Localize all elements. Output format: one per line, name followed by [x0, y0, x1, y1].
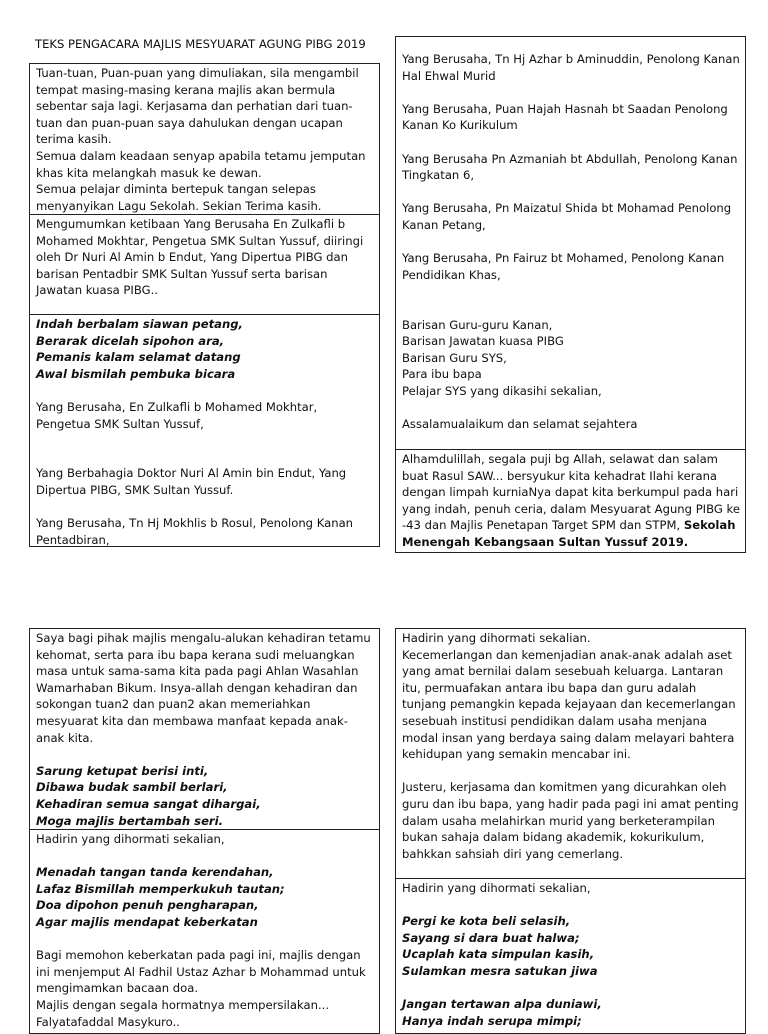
welcome-paragraph: Tuan-tuan, Puan-puan yang dimuliakan, sila mengambil tempat masing-masing kerana majlis akan bermula sebentar saja lagi. Kerjasama dan perhatian dari tuan-tuan dan puan-puan saya dahulukan dengan ucapan terima kasih.: [36, 66, 359, 147]
school-name-bold: Sekolah Menengah Kebangsaan Sultan Yussuf 2019.: [402, 518, 736, 549]
doa-closing: Majlis dengan segala hormatnya mempersilakan...: [36, 997, 330, 1012]
pantun-line: Sayang si dara buat halwa;: [402, 930, 580, 945]
pantun-line: Jangan tertawan alpa duniawi,: [402, 997, 602, 1012]
pantun-line: Pemanis kalam selamat datang: [36, 350, 241, 365]
pantun-line: Menadah tangan tanda kerendahan,: [36, 865, 274, 880]
opening-pantun-box: [29, 314, 380, 547]
importance-greeting: Hadirin yang dihormati sekalian.: [402, 631, 591, 645]
pantun-line: Hanya indah serupa mimpi;: [402, 1013, 582, 1028]
pantun-line: Ucaplah kata simpulan kasih,: [402, 947, 595, 962]
pantun-line: Berarak dicelah sipohon ara,: [36, 333, 225, 348]
list-item: Para ibu bapa: [402, 367, 482, 382]
arrival-box: [29, 214, 380, 315]
importance-paragraph: Kecemerlangan dan kemenjadian anak-anak adalah aset yang amat bernilai dalam sesebuah keluarga. Lantaran itu, permuafakan antara ibu bapa dan guru adalah tunjang pemangkin kepada kejayaan dan kecemerlangan sesebuah institusi pendidikan dalam usaha menjana modal insan yang berdaya saing dalam melayari bahtera kehidupan yang semakin mencabar ini.: [402, 647, 736, 762]
pantun-line: Awal bismilah pembuka bicara: [36, 366, 236, 381]
greeting-principal: Yang Berusaha, En Zulkafli b Mohamed Mokhtar, Pengetua SMK Sultan Yussuf,: [36, 399, 318, 431]
silence-paragraph: Semua dalam keadaan senyap apabila tetamu jemputan khas kita melangkah masuk ke dewan.: [36, 148, 366, 180]
doa-closing: Falyatafaddal Masykuro..: [36, 1014, 180, 1029]
pantun-line: Pergi ke kota beli selasih,: [402, 914, 571, 929]
doa-greeting: Hadirin yang dihormati sekalian,: [36, 832, 225, 846]
welcome-guests-text: Saya bagi pihak majlis mengalu-alukan kehadiran tetamu kehomat, serta para ibu bapa kerana sudi meluangkan masa untuk sama-sama kita pada pagi Ahlan Wasahlan Wamarhaban Bikum. Insya-allah dengan kehadiran dan sokongan tuan2 dan puan2 akan memeriahkan mesyuarat kita dan membawa manfaat kepada anak-anak kita.: [36, 631, 371, 745]
list-item: Barisan Guru SYS,: [402, 350, 507, 365]
alhamdulillah-text: [402, 451, 740, 551]
alhamdulillah-box: [395, 449, 746, 553]
clap-paragraph: Semua pelajar diminta bertepuk tangan selepas menyanyikan Lagu Sekolah. Sekian Terima kasih.: [36, 182, 322, 213]
doa-invite-text: Bagi memohon keberkatan pada pagi ini, majlis dengan ini menjemput Al Fadhil Ustaz Azhar b Mohammad untuk mengimamkan bacaan doa.: [36, 948, 366, 996]
closing-greeting: Hadirin yang dihormati sekalian,: [402, 881, 591, 895]
welcome-guests-box: [29, 628, 380, 830]
document-title: TEKS PENGACARA MAJLIS MESYUARAT AGUNG PIBG 2019: [35, 37, 366, 51]
arrival-text: Mengumumkan ketibaan Yang Berusaha En Zulkafli b Mohamed Mokhtar, Pengetua SMK Sultan Yussuf, diiringi oleh Dr Nuri Al Amin b Endut, Yang Dipertua PIBG dan barisan Pentadbir SMK Sultan Yussuf serta barisan Jawatan kuasa PIBG..: [36, 217, 364, 298]
pantun-line: Kehadiran semua sangat dihargai,: [36, 796, 261, 811]
list-item: Pelajar SYS yang dikasihi sekalian,: [402, 383, 602, 398]
pantun-line: Dibawa budak sambil berlari,: [36, 780, 228, 795]
welcome-box: [29, 63, 380, 215]
greeting-tingkatan6: Yang Berusaha Pn Azmaniah bt Abdullah, Penolong Kanan Tingkatan 6,: [402, 151, 738, 183]
greetings-box: [395, 36, 746, 450]
doa-box: [29, 829, 380, 1034]
pantun-line: Indah berbalam siawan petang,: [36, 317, 243, 331]
list-item: Barisan Jawatan kuasa PIBG: [402, 334, 564, 349]
pantun-line: Doa dipohon penuh pengharapan,: [36, 898, 259, 913]
salam-text: Assalamualaikum dan selamat sejahtera: [402, 417, 638, 432]
greeting-kokurikulum: Yang Berusaha, Puan Hajah Hasnah bt Saadan Penolong Kanan Ko Kurikulum: [402, 101, 728, 133]
pantun-line: Lafaz Bismillah memperkukuh tautan;: [36, 881, 285, 896]
importance-paragraph: Justeru, kerjasama dan komitmen yang dicurahkan oleh guru dan ibu bapa, yang hadir pada pagi ini amat penting dalam usaha melahirkan murid yang berketerampilan bukan sahaja dalam bidang akademik, kokurikulum, bahkkan sahsiah diri yang cemerlang.: [402, 780, 739, 861]
list-item: Barisan Guru-guru Kanan,: [402, 317, 553, 332]
pantun-line: Moga majlis bertambah seri.: [36, 813, 224, 828]
greeting-hem: Yang Berusaha, Tn Hj Azhar b Aminuddin, Penolong Kanan Hal Ehwal Murid: [402, 52, 740, 83]
greeting-pibg-chairman: Yang Berbahagia Doktor Nuri Al Amin bin Endut, Yang Dipertua PIBG, SMK Sultan Yussuf.: [36, 466, 347, 497]
greeting-pendidikan-khas: Yang Berusaha, Pn Fairuz bt Mohamed, Penolong Kanan Pendidikan Khas,: [402, 251, 725, 282]
closing-pantun-box: [395, 878, 746, 1034]
greeting-admin-senior: Yang Berusaha, Tn Hj Mokhlis b Rosul, Penolong Kanan Pentadbiran,: [36, 516, 354, 547]
pantun-line: Sulamkan mesra satukan jiwa: [402, 963, 598, 978]
importance-box: [395, 628, 746, 879]
pantun-line: Agar majlis mendapat keberkatan: [36, 914, 258, 929]
pantun-line: Sarung ketupat berisi inti,: [36, 763, 209, 778]
greeting-petang: Yang Berusaha, Pn Maizatul Shida bt Mohamad Penolong Kanan Petang,: [402, 201, 732, 232]
alhamdulillah-body: Alhamdulillah, segala puji bg Allah, selawat dan salam buat Rasul SAW... bersyukur kita kehadrat Ilahi kerana dengan limpah kurniaNya dapat kita berkumpul pada hari yang indah, penuh ceria, dalam Mesyuarat Agung PIBG ke -43 dan Majlis Penetapan Target SPM dan STPM,: [402, 452, 740, 533]
